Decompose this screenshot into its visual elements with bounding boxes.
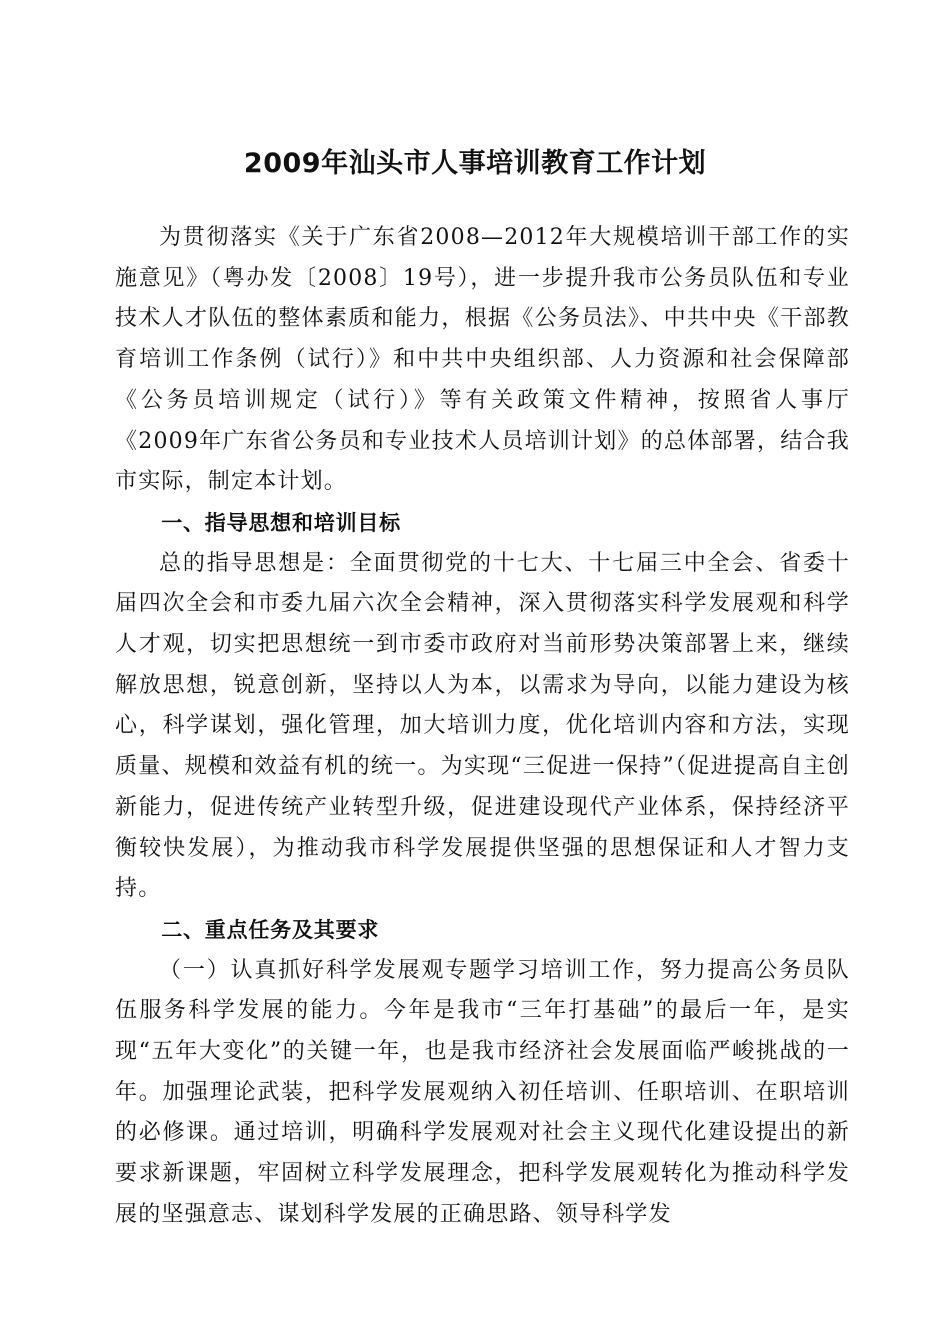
intro-paragraph: 为贯彻落实《关于广东省2008—2012年大规模培训干部工作的实施意见》（粤办发〔2008〕19号），进一步提升我市公务员队伍和专业技术人才队伍的整体素质和能力，根据《公务员法》、中共中央《干部教育培训工作条例（试行）》和中共中央组织部、人力资源和社会保障部《公务员培训规定（试行）》等有关政策文件精神，按照省人事厅《2009年广东省公务员和专业技术人员培训计划》的总体部署，结合我市实际，制定本计划。	[115, 225, 850, 495]
section-1-heading: 一、指导思想和培训目标	[161, 510, 401, 535]
section-2-paragraph: （一）认真抓好科学发展观专题学习培训工作，努力提高公务员队伍服务科学发展的能力。今年是我市“三年打基础”的最后一年，是实现“五年大变化”的关键一年，也是我市经济社会发展面临严峻挑战的一年。加强理论武装，把科学发展观纳入初任培训、任职培训、在职培训的必修课。通过培训，明确科学发展观对社会主义现代化建设提出的新要求新课题，牢固树立科学发展理念，把科学发展观转化为推动科学发展的坚强意志、谋划科学发展的正确思路、领导科学发	[115, 957, 850, 1227]
section-1-paragraph: 总的指导思想是：全面贯彻党的十七大、十七届三中全会、省委十届四次全会和市委九届六次全会精神，深入贯彻落实科学发展观和科学人才观，切实把思想统一到市委市政府对当前形势决策部署上来，继续解放思想，锐意创新，坚持以人为本，以需求为导向，以能力建设为核心，科学谋划，强化管理，加大培训力度，优化培训内容和方法，实现质量、规模和效益有机的统一。为实现“三促进一保持”（促进提高自主创新能力，促进传统产业转型升级，促进建设现代产业体系，保持经济平衡较快发展），为推动我市科学发展提供坚强的思想保证和人才智力支持。	[115, 550, 850, 902]
document-title: 2009年汕头市人事培训教育工作计划	[243, 148, 707, 179]
document-body	[115, 218, 850, 1236]
section-2-heading: 二、重点任务及其要求	[161, 917, 380, 942]
